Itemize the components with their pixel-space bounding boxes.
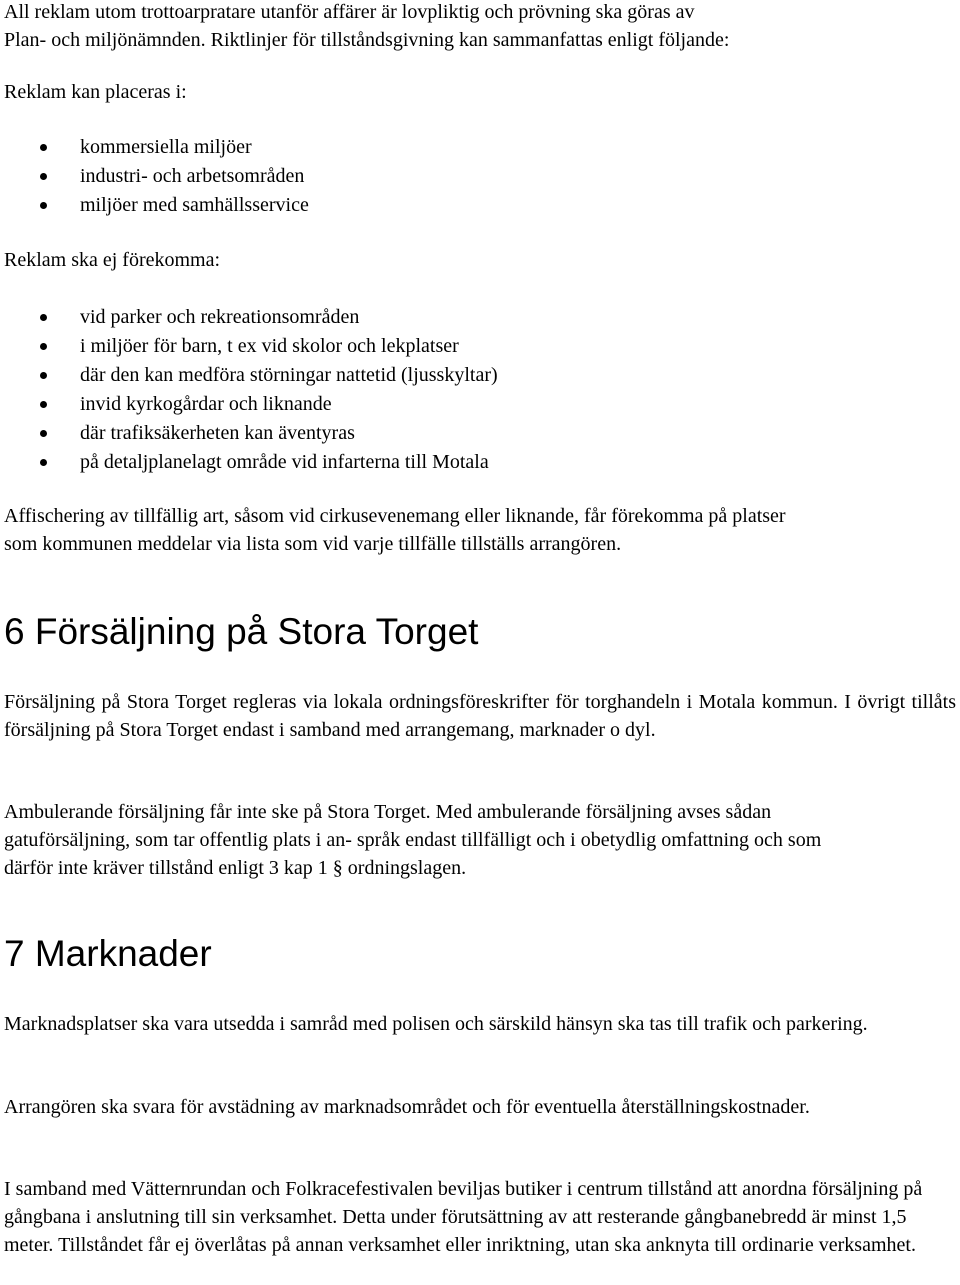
section-6-p2-line-1: Ambulerande försäljning får inte ske på Stora Torget. Med ambulerande försäljning avses sådan xyxy=(4,801,772,823)
list-item: invid kyrkogårdar och liknande xyxy=(0,390,498,419)
list-item: där den kan medföra störningar nattetid (ljusskyltar) xyxy=(0,361,498,390)
section-6-p2-line-2: gatuförsäljning, som tar offentlig plats i an- språk endast tillfälligt och i obetydlig omfattning och som xyxy=(4,829,822,851)
bullet-icon xyxy=(40,459,47,466)
bullet-icon xyxy=(40,144,47,151)
list-item: industri- och arbetsområden xyxy=(0,162,309,191)
bullet-icon xyxy=(40,343,47,350)
intro-line-1: All reklam utom trottoarpratare utanför affärer är lovpliktig och prövning ska göras av xyxy=(4,1,695,23)
bullet-icon xyxy=(40,314,47,321)
section-7-paragraph-2: Arrangören ska svara för avstädning av marknadsområdet och för eventuella återställningskostnader. xyxy=(4,1096,810,1118)
bullet-icon xyxy=(40,430,47,437)
section-7-title: 7 Marknader xyxy=(4,933,212,974)
affischering-line-1: Affischering av tillfällig art, såsom vid cirkusevenemang eller liknande, får förekomma på platser xyxy=(4,505,786,527)
intro-line-2: Plan- och miljönämnden. Riktlinjer för tillståndsgivning kan sammanfattas enligt följande: xyxy=(4,29,730,51)
list-item: i miljöer för barn, t ex vid skolor och lekplatser xyxy=(0,332,498,361)
placeras-list xyxy=(0,133,309,220)
list-item: där trafiksäkerheten kan äventyras xyxy=(0,419,498,448)
section-6-title: 6 Försäljning på Stora Torget xyxy=(4,611,479,652)
section-6-paragraph-2 xyxy=(4,798,956,882)
bullet-icon xyxy=(40,401,47,408)
intro-paragraph xyxy=(4,0,956,54)
bullet-icon xyxy=(40,173,47,180)
list-item: på detaljplanelagt område vid infarterna till Motala xyxy=(0,448,498,477)
section-6-paragraph-1: Försäljning på Stora Torget regleras via lokala ordningsföreskrifter för torghandeln i Motala kommun. I övrigt tillåts försäljning på Stora Torget endast i samband med arrangemang, marknader o dyl. xyxy=(4,691,956,741)
section-7-paragraph-3: I samband med Vätternrundan och Folkracefestivalen beviljas butiker i centrum tillstånd att anordna försäljning på gångbana i anslutning till sin verksamhet. Detta under förutsättning av att resterande gångbanebredd är minst 1,5 meter. Tillståndet får ej överlåtas på annan verksamhet eller inriktning, utan ska anknyta till ordinarie verksamhet. xyxy=(4,1178,923,1256)
affischering-line-2: som kommunen meddelar via lista som vid varje tillfälle tillställs arrangören. xyxy=(4,533,622,555)
section-7-paragraph-1: Marknadsplatser ska vara utsedda i samråd med polisen och särskild hänsyn ska tas till trafik och parkering. xyxy=(4,1013,868,1035)
placeras-heading: Reklam kan placeras i: xyxy=(4,81,187,103)
section-6-p2-line-3: därför inte kräver tillstånd enligt 3 kap 1 § ordningslagen. xyxy=(4,857,467,879)
ej-forekomma-heading: Reklam ska ej förekomma: xyxy=(4,249,221,271)
bullet-icon xyxy=(40,372,47,379)
list-item: kommersiella miljöer xyxy=(0,133,309,162)
list-item: miljöer med samhällsservice xyxy=(0,191,309,220)
ej-forekomma-list xyxy=(0,303,498,477)
affischering-paragraph xyxy=(4,502,956,558)
bullet-icon xyxy=(40,202,47,209)
list-item: vid parker och rekreationsområden xyxy=(0,303,498,332)
